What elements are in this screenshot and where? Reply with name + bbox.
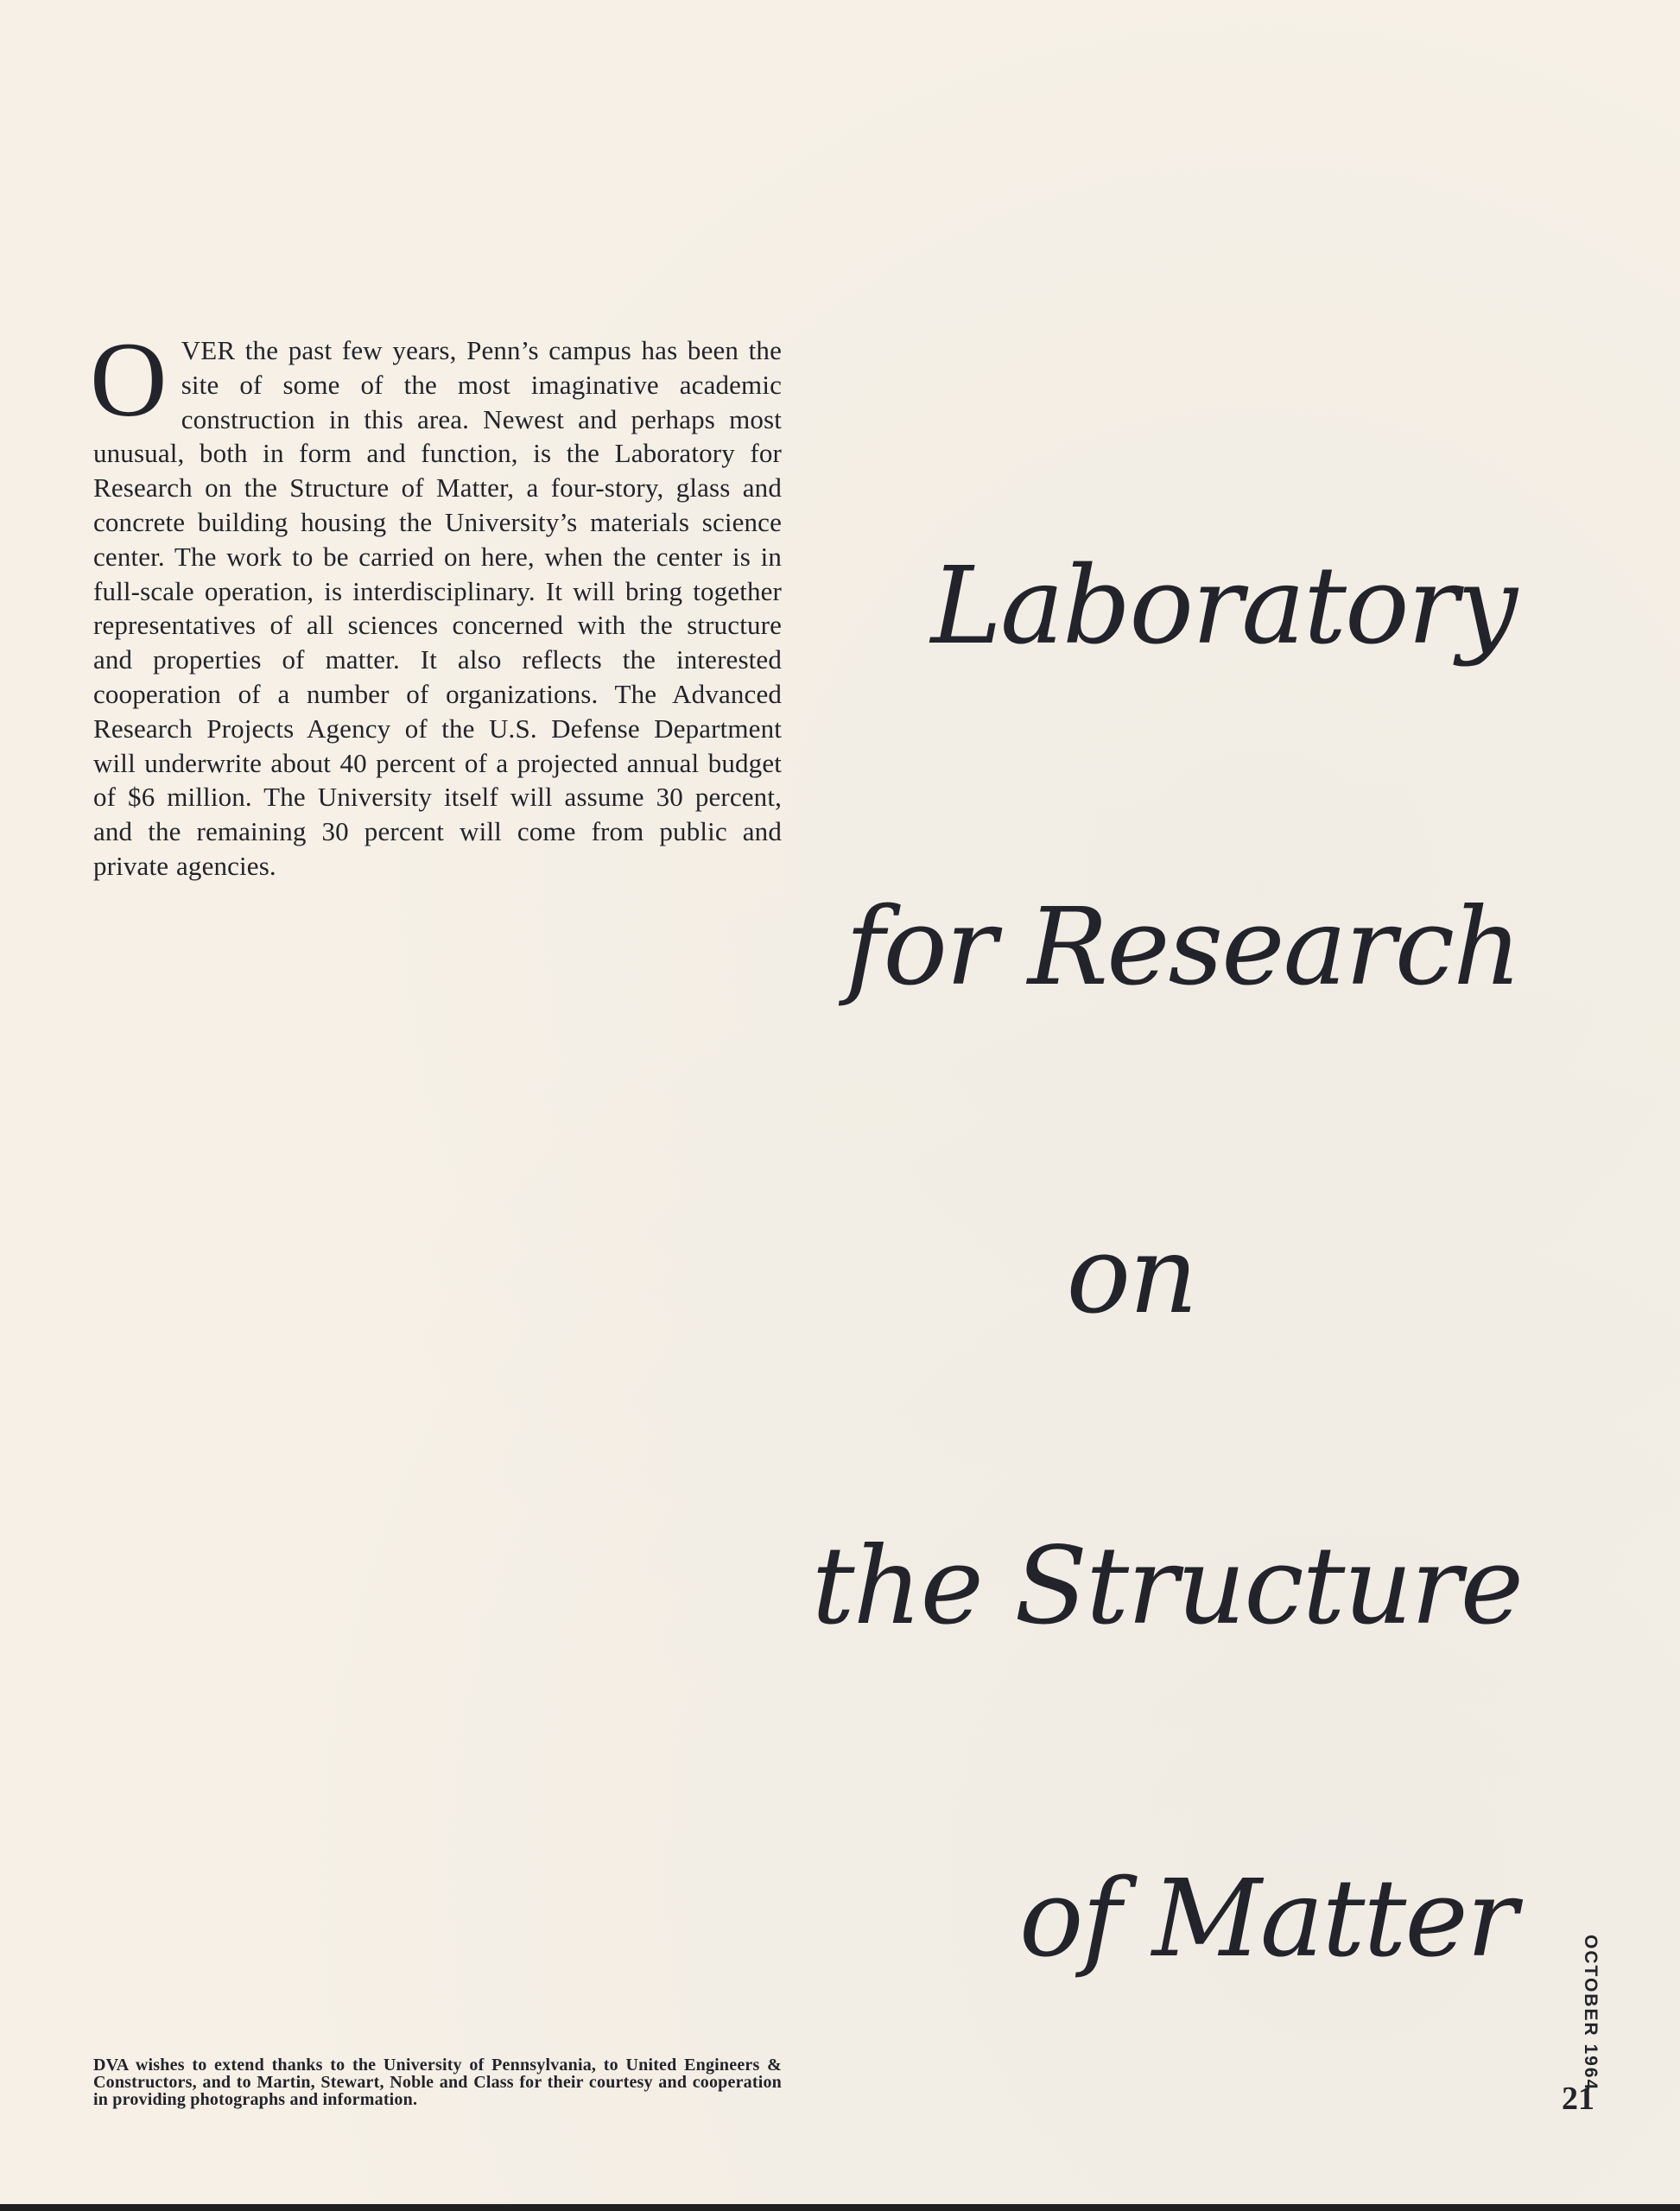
page-edge-shadow [0, 2204, 1680, 2211]
drop-cap: O [90, 320, 168, 439]
intro-paragraph [90, 320, 782, 884]
page-number: 21 [1562, 2081, 1594, 2117]
acknowledgement-note: DVA wishes to extend thanks to the University of Pennsylvania, to United Engineers & Constructors, and to Martin, Stewart, Noble and Class for their courtesy and cooperation in providing photographs and information. [93, 2056, 782, 2109]
title-line-laboratory: Laboratory [930, 544, 1516, 668]
title-line-for-research: for Research [845, 885, 1520, 1010]
title-line-of-matter: of Matter [1018, 1857, 1516, 1981]
intro-text: VER the past few years, Penn’s campus has been the site of some of the most imaginative academic construction in this area. Newest and perhaps most unusual, both in form and function, is the Laboratory for Research on the Structure of Matter, a four-story, glass and concrete building housing the University’s materials science center. The work to be carried on here, when the center is in full-scale operation, is interdisciplinary. It will bring together representatives of all sciences concerned with the structure and properties of matter. It also reflects the interested cooperation of a number of organizations. The Advanced Research Projects Agency of the U.S. Defense Department will underwrite about 40 percent of a projected annual budget of $6 million. The University itself will assume 30 percent, and the remaining 30 percent will come from public and private agencies. [93, 335, 782, 881]
title-line-on: on [1066, 1213, 1196, 1338]
issue-date: OCTOBER 1964 [1581, 1935, 1601, 2092]
title-line-the-structure: the Structure [811, 1524, 1522, 1649]
